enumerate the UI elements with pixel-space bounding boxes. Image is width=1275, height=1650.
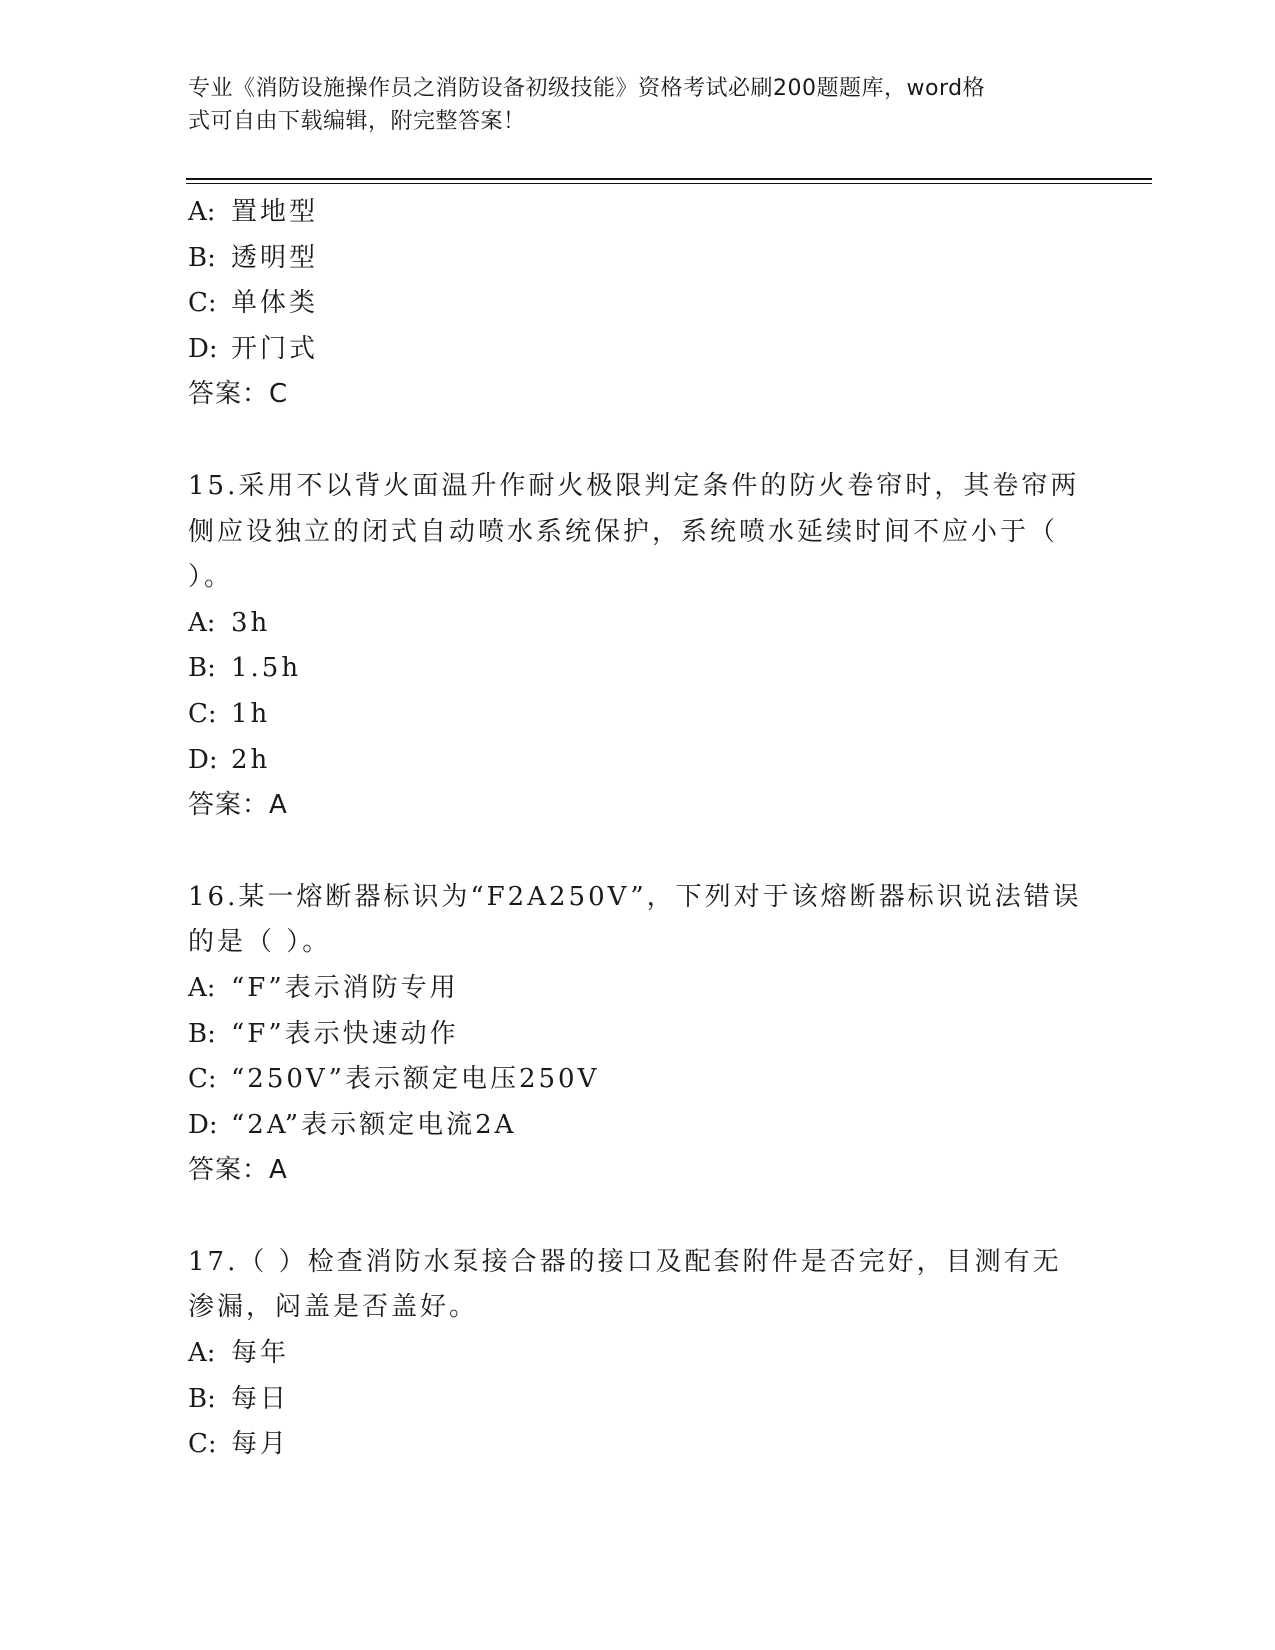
question-stem-line: 渗漏，闷盖是否盖好。 <box>188 1292 479 1323</box>
header-rule-thick <box>186 178 1152 180</box>
question-spacer <box>188 829 1088 875</box>
option-letter: A: <box>188 607 216 638</box>
option-b <box>188 1012 1088 1058</box>
option-text: 每年 <box>231 1338 290 1369</box>
option-text: 3h <box>231 607 271 638</box>
option-text: “250V”表示额定电压250V <box>231 1064 600 1095</box>
question-17 <box>188 1240 1088 1468</box>
question-stem-line: ）。 <box>188 562 234 593</box>
option-d <box>188 738 1088 784</box>
option-b <box>188 1377 1088 1423</box>
header-rule-thin <box>186 183 1152 184</box>
option-text: “F”表示消防专用 <box>231 972 459 1003</box>
question-stem-line: 侧应设独立的闭式自动喷水系统保护，系统喷水延续时间不应小于（ <box>188 516 1059 547</box>
answer-line: 答案：A <box>188 790 288 821</box>
option-a <box>188 190 1088 236</box>
option-text: 每月 <box>231 1429 290 1460</box>
option-b <box>188 646 1088 692</box>
option-c <box>188 692 1088 738</box>
answer-line: 答案：A <box>188 1155 288 1186</box>
option-letter: C: <box>188 1064 217 1095</box>
option-text: “2A”表示额定电流2A <box>231 1109 517 1140</box>
option-letter: A: <box>188 197 216 227</box>
option-letter: B: <box>188 1018 216 1049</box>
option-a <box>188 1331 1088 1377</box>
option-c <box>188 1057 1088 1103</box>
option-letter: C: <box>188 698 217 729</box>
option-text: 开门式 <box>231 333 319 364</box>
option-text: 透明型 <box>231 242 319 273</box>
question-16 <box>188 875 1088 1194</box>
header-line-2: 式可自由下载编辑，附完整答案！ <box>188 109 526 134</box>
header-line-1: 专业《消防设施操作员之消防设备初级技能》资格考试必刷200题题库，word格 <box>188 76 986 101</box>
document-header <box>188 72 1068 138</box>
answer-line: 答案：C <box>188 379 289 410</box>
option-b <box>188 236 1088 282</box>
option-text: 单体类 <box>231 288 319 319</box>
option-text: 置地型 <box>231 197 319 227</box>
option-a <box>188 966 1088 1012</box>
question-spacer <box>188 1194 1088 1240</box>
question-stem-line: 16.某一熔断器标识为“F2A250V”，下列对于该熔断器标识说法错误 <box>188 881 1082 912</box>
option-text: 每日 <box>231 1383 290 1414</box>
question-list <box>188 190 1088 1468</box>
option-letter: D: <box>188 744 218 775</box>
option-d <box>188 1103 1088 1149</box>
option-c <box>188 281 1088 327</box>
question-spacer <box>188 418 1088 464</box>
option-letter: C: <box>188 288 217 319</box>
option-letter: C: <box>188 1429 217 1460</box>
option-letter: B: <box>188 242 216 273</box>
question-stem-line: 17.（ ）检查消防水泵接合器的接口及配套附件是否完好，目测有无 <box>188 1246 1062 1277</box>
option-c <box>188 1422 1088 1468</box>
question-15 <box>188 464 1088 829</box>
option-a <box>188 601 1088 647</box>
option-letter: D: <box>188 1109 218 1140</box>
option-text: 1.5h <box>231 653 302 684</box>
question-14 <box>188 190 1088 418</box>
question-stem-line: 的是（ ）。 <box>188 927 332 958</box>
option-text: 2h <box>231 744 271 775</box>
question-stem-line: 15.采用不以背火面温升作耐火极限判定条件的防火卷帘时，其卷帘两 <box>188 470 1080 501</box>
option-text: “F”表示快速动作 <box>231 1018 459 1049</box>
option-d <box>188 327 1088 373</box>
option-letter: B: <box>188 1383 216 1414</box>
option-letter: A: <box>188 972 216 1003</box>
option-letter: A: <box>188 1338 216 1369</box>
option-letter: B: <box>188 653 216 684</box>
option-letter: D: <box>188 333 218 364</box>
option-text: 1h <box>231 698 271 729</box>
